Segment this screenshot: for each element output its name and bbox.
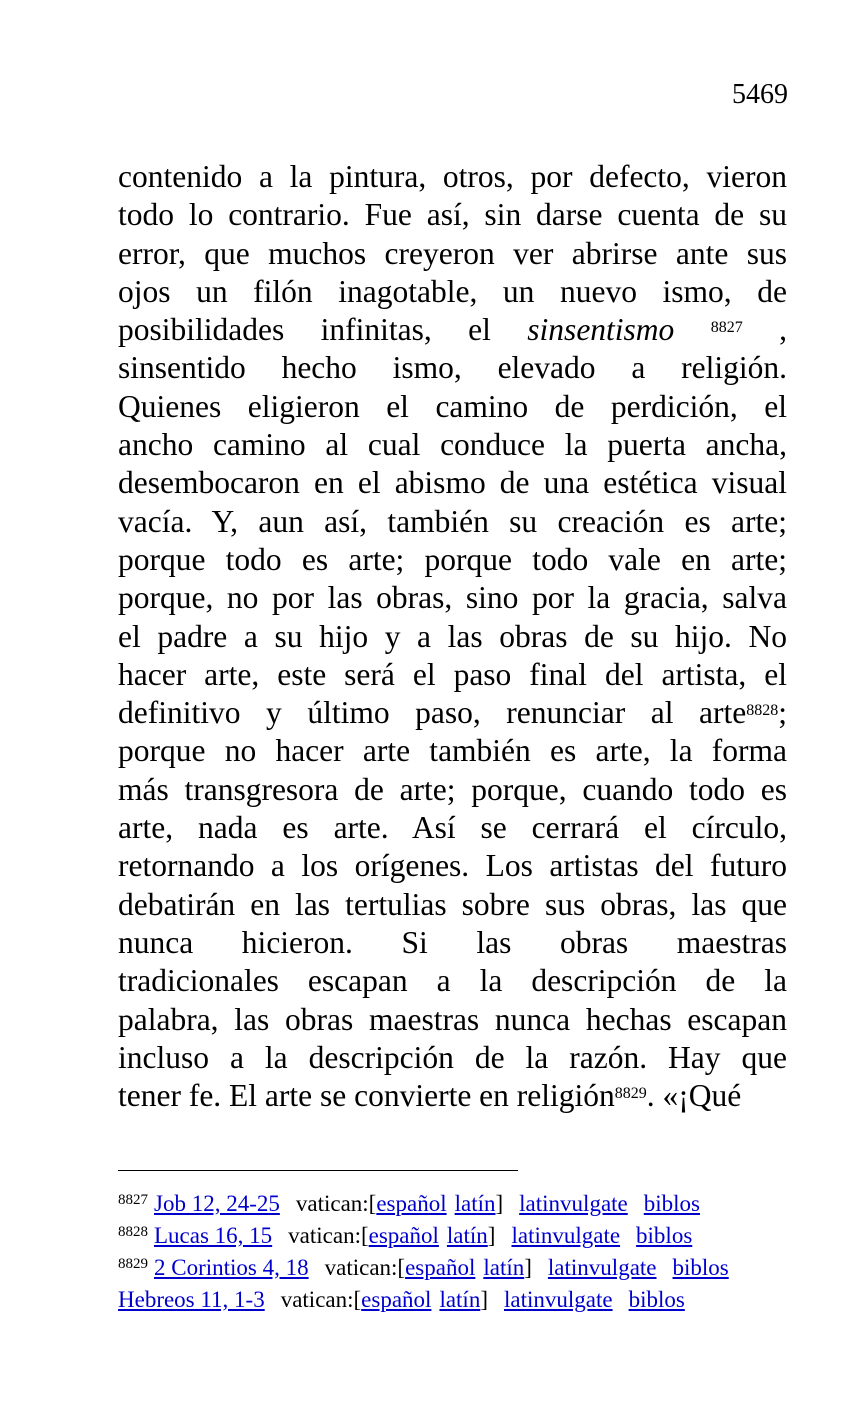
footnote-ref-8828[interactable]: 8828 bbox=[746, 702, 779, 720]
footnote-ref-8827[interactable]: 8827 bbox=[710, 319, 743, 337]
espanol-link[interactable]: español bbox=[405, 1255, 476, 1280]
espanol-link[interactable]: español bbox=[361, 1287, 432, 1312]
footnote-number: 8827 bbox=[118, 1192, 148, 1208]
text-line: contenido a la pintura, otros, por defecto, vieron bbox=[118, 159, 787, 194]
latin-link[interactable]: latín bbox=[483, 1255, 525, 1280]
footnote-8829 bbox=[118, 1252, 818, 1284]
footnote-ref-8829[interactable]: 8829 bbox=[614, 1085, 647, 1103]
bracket-close: ] bbox=[480, 1287, 488, 1312]
footnote-8829-cont bbox=[118, 1284, 818, 1316]
bracket-close: ] bbox=[495, 1191, 504, 1216]
footnote-8828 bbox=[118, 1220, 818, 1252]
bible-ref-link[interactable]: 2 Corintios 4, 18 bbox=[154, 1255, 309, 1280]
text-line: nunca hicieron. Si las obras maestras bbox=[118, 924, 787, 960]
text-line: el padre a su hijo y a las obras de su hijo. No bbox=[118, 618, 787, 654]
biblos-link[interactable]: biblos bbox=[628, 1287, 685, 1312]
bible-ref-link[interactable]: Lucas 16, 15 bbox=[154, 1223, 273, 1248]
biblos-link[interactable]: biblos bbox=[636, 1223, 693, 1248]
text-line bbox=[118, 694, 787, 732]
bracket-close: ] bbox=[524, 1255, 532, 1280]
text-line: tradicionales escapan a la descripción de la bbox=[118, 963, 787, 999]
text-segment: ; bbox=[778, 695, 787, 731]
latin-link[interactable]: latín bbox=[454, 1191, 496, 1216]
text-line bbox=[118, 1077, 787, 1115]
espanol-link[interactable]: español bbox=[376, 1191, 447, 1216]
text-line: error, que muchos creyeron ver abrirse ante sus bbox=[118, 235, 787, 271]
footnote-8827 bbox=[118, 1188, 818, 1220]
text-segment: . «¡Qué bbox=[646, 1078, 742, 1114]
text-line: debatirán en las tertulias sobre sus obras, las que bbox=[118, 886, 787, 922]
text-line: Quienes eligieron el camino de perdición, el bbox=[118, 388, 787, 424]
text-line: todo lo contrario. Fue así, sin darse cuenta de su bbox=[118, 197, 787, 233]
text-line: retornando a los orígenes. Los artistas del futuro bbox=[118, 848, 787, 884]
text-segment: posibilidades infinitas, el bbox=[118, 312, 528, 348]
text-line: hacer arte, este será el paso final del artista, el bbox=[118, 656, 787, 692]
vatican-label: vatican:[ bbox=[288, 1223, 369, 1248]
text-line: más transgresora de arte; porque, cuando todo es bbox=[118, 771, 787, 807]
text-line: arte, nada es arte. Así se cerrará el círculo, bbox=[118, 810, 787, 846]
vatican-label: vatican:[ bbox=[280, 1287, 362, 1312]
latinvulgate-link[interactable]: latinvulgate bbox=[519, 1191, 628, 1216]
latin-link[interactable]: latín bbox=[439, 1287, 481, 1312]
text-line bbox=[118, 311, 787, 349]
italic-term: sinsentismo bbox=[527, 312, 675, 348]
bible-ref-link[interactable]: Job 12, 24-25 bbox=[154, 1191, 280, 1216]
text-line: incluso a la descripción de la razón. Hay que bbox=[118, 1039, 787, 1075]
biblos-link[interactable]: biblos bbox=[643, 1191, 700, 1216]
vatican-label: vatican:[ bbox=[324, 1255, 406, 1280]
text-line: ancho camino al cual conduce la puerta ancha, bbox=[118, 427, 787, 463]
footnotes bbox=[118, 1188, 818, 1316]
text-segment: tener fe. El arte se convierte en religión bbox=[118, 1078, 615, 1114]
latinvulgate-link[interactable]: latinvulgate bbox=[511, 1223, 621, 1248]
bible-ref-link[interactable]: Hebreos 11, 1-3 bbox=[118, 1287, 265, 1312]
bracket-close: ] bbox=[487, 1223, 496, 1248]
vatican-label: vatican:[ bbox=[295, 1191, 377, 1216]
espanol-link[interactable]: español bbox=[368, 1223, 439, 1248]
text-line: sinsentido hecho ismo, elevado a religión. bbox=[118, 350, 787, 386]
text-line: palabra, las obras maestras nunca hechas escapan bbox=[118, 1001, 787, 1037]
latin-link[interactable]: latín bbox=[446, 1223, 488, 1248]
page-number: 5469 bbox=[732, 79, 788, 110]
latinvulgate-link[interactable]: latinvulgate bbox=[547, 1255, 657, 1280]
body-text bbox=[118, 158, 787, 1115]
text-line: vacía. Y, aun así, también su creación es arte; bbox=[118, 503, 787, 539]
footnote-divider bbox=[118, 1170, 518, 1171]
text-line: porque no hacer arte también es arte, la forma bbox=[118, 733, 787, 769]
text-line: porque, no por las obras, sino por la gracia, salva bbox=[118, 580, 787, 616]
text-segment: definitivo y último paso, renunciar al arte bbox=[118, 695, 747, 731]
text-line: ojos un filón inagotable, un nuevo ismo, de bbox=[118, 273, 787, 309]
text-line: porque todo es arte; porque todo vale en arte; bbox=[118, 541, 787, 577]
text-segment: , bbox=[742, 312, 787, 348]
footnote-number: 8828 bbox=[118, 1224, 148, 1240]
footnote-number: 8829 bbox=[118, 1256, 148, 1272]
biblos-link[interactable]: biblos bbox=[672, 1255, 729, 1280]
text-line: desembocaron en el abismo de una estética visual bbox=[118, 465, 787, 501]
latinvulgate-link[interactable]: latinvulgate bbox=[504, 1287, 613, 1312]
